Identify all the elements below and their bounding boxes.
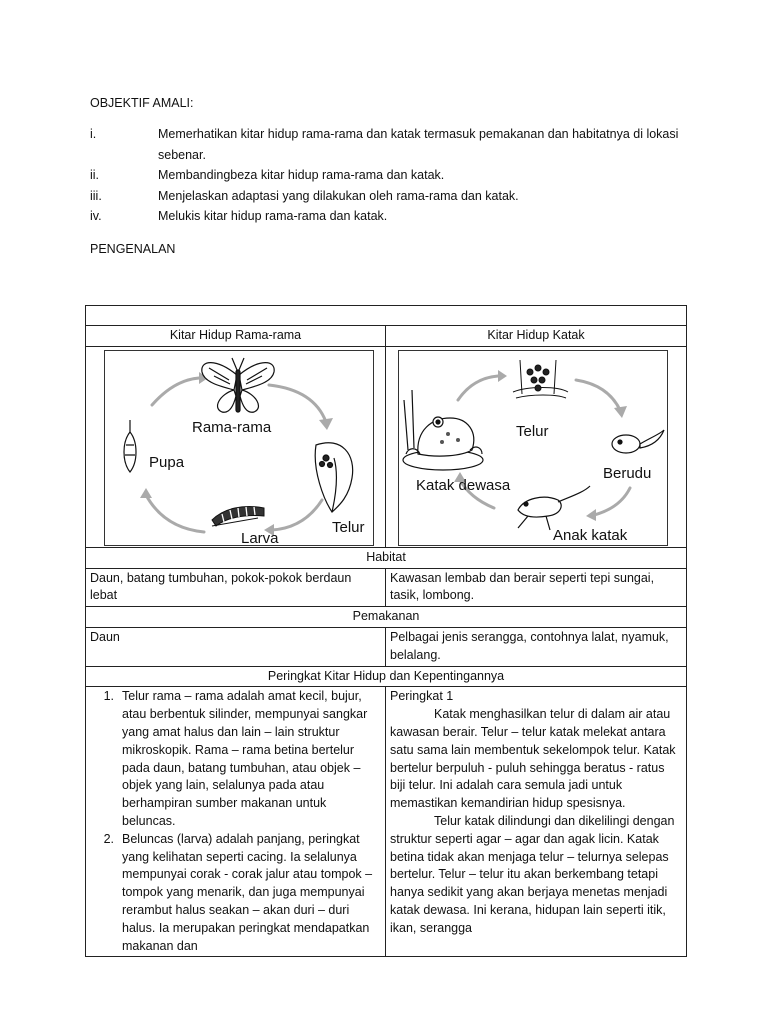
objectives-list: [90, 124, 690, 227]
stages-row: [86, 687, 687, 957]
objective-text: Melukis kitar hidup rama-rama dan katak.: [158, 209, 388, 223]
food-title: Pemakanan: [86, 607, 687, 628]
butterfly-food: Daun: [86, 627, 386, 666]
food-row: [86, 627, 687, 666]
frog-stage-paragraph-1: Katak menghasilkan telur di dalam air atau kawasan berair. Telur – telur katak melekat antara satu sama lain membentuk sekelompok telur. Katak bertelur berpuluh - puluh sehingga beratus - ratus biji telur. Ini adalah cara semula jadi untuk memastikan kemandirian hidup spesisnya.: [390, 707, 676, 811]
butterfly-stage-item: [88, 831, 381, 956]
butterfly-column-title: Kitar Hidup Rama-rama: [86, 326, 386, 347]
butterfly-cycle-svg: [104, 350, 374, 546]
objective-item: [90, 206, 690, 227]
label-butterfly-egg: Telur: [332, 518, 365, 536]
frog-food: Pelbagai jenis serangga, contohnya lalat, nyamuk, belalang.: [386, 627, 687, 666]
butterfly-stage-list: [88, 688, 381, 955]
stage-number: 2.: [103, 831, 114, 846]
frog-stage-paragraph-2: Telur katak dilindungi dan dikelilingi dengan struktur seperti agar – agar dan agak licin. Katak betina tidak akan menjaga telur – telurnya selepas bertelur. Telur – telur itu akan berkembang tetapi hanya sedikit yang akan berjaya menetas menjadi katak dewasa. Ini kerana, hidupan lain seperti itik, ikan, serangga: [390, 813, 675, 935]
stage-text: Telur rama – rama adalah amat kecil, bujur, atau berbentuk silinder, mempunyai sangkar yang amat halus dan lain – lain struktur mikroskopik. Rama – rama betina bertelur pada daun, batang tumbuhan, atau objek – objek yang lain, selalunya pada atau berhampiran sumber makanan untuk beluncas.: [122, 689, 368, 828]
butterfly-stage-item: [88, 688, 381, 830]
frog-column-title: Kitar Hidup Katak: [386, 326, 687, 347]
stages-title-row: [86, 666, 687, 687]
butterfly-habitat: Daun, batang tumbuhan, pokok-pokok berdaun lebat: [86, 568, 386, 607]
objective-number: iii.: [90, 188, 102, 203]
objectives-heading: OBJEKTIF AMALI:: [90, 96, 194, 110]
label-tadpole: Berudu: [603, 464, 652, 482]
label-froglet: Anak katak: [553, 526, 628, 544]
frog-life-cycle-diagram: [398, 350, 668, 546]
stages-title: Peringkat Kitar Hidup dan Kepentingannya: [86, 666, 687, 687]
label-pupa: Pupa: [149, 453, 185, 471]
objective-number: i.: [90, 127, 97, 141]
objective-item: [90, 186, 690, 207]
frog-stages: [386, 687, 687, 957]
objective-text: Menjelaskan adaptasi yang dilakukan oleh rama-rama dan katak.: [158, 188, 519, 203]
column-title-row: [86, 326, 687, 347]
frog-cycle-cell: [386, 346, 687, 547]
butterfly-life-cycle-diagram: [104, 350, 374, 546]
objective-number: iv.: [90, 209, 102, 223]
objective-number: ii.: [90, 168, 100, 182]
label-larva: Larva: [241, 529, 279, 546]
diagram-row: [86, 346, 687, 547]
butterfly-stages: [86, 687, 386, 957]
food-title-row: [86, 607, 687, 628]
blank-row: [86, 306, 687, 326]
habitat-row: [86, 568, 687, 607]
objective-item: [90, 165, 690, 186]
stage-number: 1.: [103, 689, 114, 704]
life-cycle-table: [85, 305, 687, 957]
frog-stage-heading: Peringkat 1: [390, 689, 454, 704]
objective-text: Memerhatikan kitar hidup rama-rama dan katak termasuk pemakanan dan habitatnya di lokasi sebenar.: [158, 127, 679, 162]
stage-text: Beluncas (larva) adalah panjang, peringkat yang kelihatan seperti cacing. Ia selalunya mempunyai corak - corak jalur atau tompok – tompok yang menarik, dan juga mempunyai rerambut halus seakan – akan duri – duri halus. Ia merupakan peringkat mendapatkan makanan dan: [122, 831, 373, 953]
objective-text: Membandingbeza kitar hidup rama-rama dan katak.: [158, 168, 445, 182]
frog-habitat: Kawasan lembab dan berair seperti tepi sungai, tasik, lombong.: [386, 568, 687, 607]
frog-cycle-svg: [398, 350, 668, 546]
habitat-title-row: [86, 547, 687, 568]
objective-item: [90, 124, 690, 165]
label-adult-frog: Katak dewasa: [416, 476, 511, 494]
habitat-title: Habitat: [86, 547, 687, 568]
label-frog-egg: Telur: [516, 422, 549, 440]
butterfly-cycle-cell: [86, 346, 386, 547]
label-adult-butterfly: Rama-rama: [192, 418, 272, 436]
intro-heading: PENGENALAN: [90, 242, 176, 256]
